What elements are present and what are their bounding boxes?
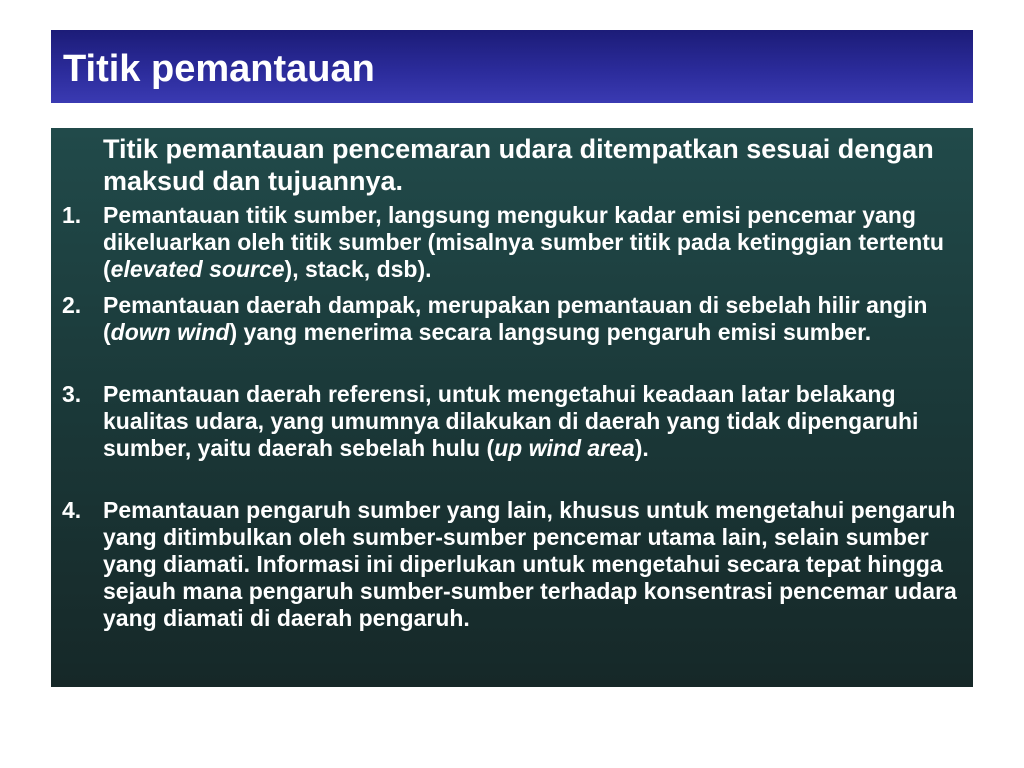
list-item-text: Pemantauan daerah referensi, untuk mengetahui keadaan latar belakang kualitas udara, yang umumnya dilakukan di daerah yang tidak dipengaruhi sumber, yaitu daerah sebelah hulu (up wind area). <box>103 381 919 461</box>
italic-term: elevated source <box>110 256 285 282</box>
list-item-number: 1. <box>62 202 82 228</box>
italic-term: up wind area <box>494 435 635 461</box>
list-item-text: Pemantauan daerah dampak, merupakan pemantauan di sebelah hilir angin (down wind) yang menerima secara langsung pengaruh emisi sumber. <box>103 292 928 345</box>
list-item-number: 4. <box>62 497 82 523</box>
slide-title: Titik pemantauan <box>63 48 375 90</box>
title-bar <box>51 30 973 103</box>
list-item-number: 3. <box>62 381 82 407</box>
italic-term: down wind <box>110 319 230 345</box>
content-box <box>51 128 973 687</box>
list-item-text: Pemantauan titik sumber, langsung mengukur kadar emisi pencemar yang dikeluarkan oleh titik sumber (misalnya sumber titik pada ketinggian tertentu (elevated source), stack, dsb). <box>103 202 944 282</box>
list-item-number: 2. <box>62 292 82 318</box>
list-item-text: Pemantauan pengaruh sumber yang lain, khusus untuk mengetahui pengaruh yang ditimbulkan oleh sumber-sumber pencemar utama lain, selain sumber yang diamati. Informasi ini diperlukan untuk mengetahui secara tepat hingga sejauh mana pengaruh sumber-sumber terhadap konsentrasi pencemar udara yang diamati di daerah pengaruh. <box>103 497 957 631</box>
intro-text: Titik pemantauan pencemaran udara ditempatkan sesuai dengan maksud dan tujuannya. <box>103 134 934 196</box>
